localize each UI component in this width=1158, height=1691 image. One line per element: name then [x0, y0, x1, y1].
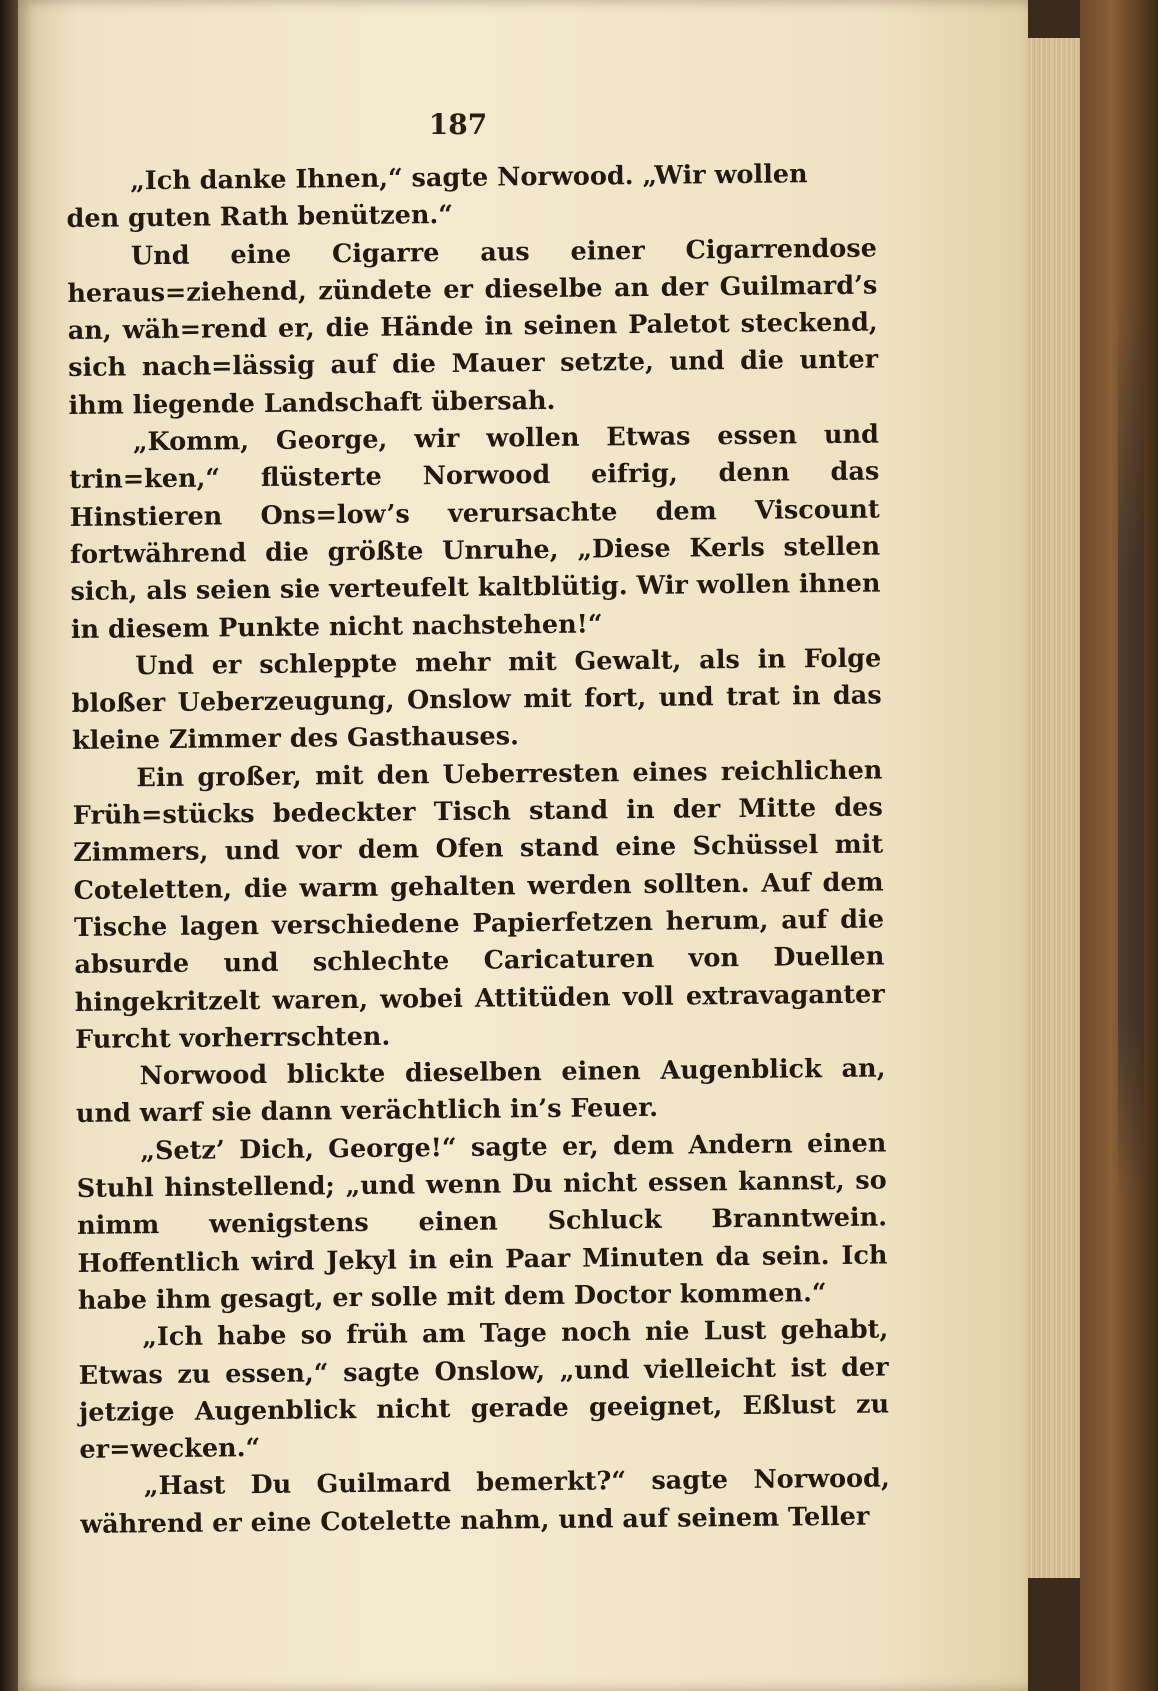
page-text — [66, 156, 890, 1544]
cover-wear — [1118, 300, 1144, 1200]
book-page — [18, 0, 1028, 1691]
paragraph: „Komm, George, wir wollen Etwas essen und trin=ken,“ flüsterte Norwood eifrig, denn das Hinstieren Ons=low’s verursachte dem Viscount fortwährend die größte Unruhe, „Diese Kerls stellen sich, als seien sie verteufelt kaltblütig. Wir wollen ihnen in diesem Punkte nicht nachstehen!“ — [69, 419, 881, 645]
paragraph: „Setz’ Dich, George!“ sagte er, dem Andern einen Stuhl hinstellend; „und wenn Du nicht essen kannst, so nimm wenigstens einen Schluck Branntwein. Hoffentlich wird Jekyl in ein Paar Minuten da sein. Ich habe ihm gesagt, er solle mit dem Doctor kommen.“ — [76, 1128, 888, 1316]
paragraph: „Hast Du Guilmard bemerkt?“ sagte Norwood, während er eine Cotelette nahm, und auf seinem Teller — [80, 1463, 890, 1540]
paragraph: Ein großer, mit den Ueberresten eines reichlichen Früh=stücks bedeckter Tisch stand in der Mitte des Zimmers, und vor dem Ofen stand eine Schüssel mit Coteletten, die warm gehalten werden sollten. Auf dem Tische lagen verschiedene Papierfetzen herum, auf die absurde und schlechte Caricaturen von Duellen hingekritzelt waren, wobei Attitüden voll extravaganter Furcht vorherrschten. — [72, 755, 885, 1055]
paragraph: „Ich habe so früh am Tage noch nie Lust gehabt, Etwas zu essen,“ sagte Onslow, „und vielleicht ist der jetzige Augenblick nicht gerade geeignet, Eßlust zu er=wecken.“ — [78, 1314, 890, 1466]
paragraph: „Ich danke Ihnen,“ sagte Norwood. „Wir wollen — [130, 159, 808, 197]
paragraph: den guten Rath benützen.“ — [66, 200, 454, 235]
paragraph: Norwood blickte dieselben einen Augenblick an, und warf sie dann verächtlich in’s Feuer. — [75, 1053, 886, 1130]
paragraph: Und er schleppte mehr mit Gewalt, als in Folge bloßer Ueberzeugung, Onslow mit fort, und trat in das kleine Zimmer des Gasthauses. — [71, 643, 882, 757]
paragraph: Und eine Cigarre aus einer Cigarrendose heraus=ziehend, zündete er dieselbe an der Guilmard’s an, wäh=rend er, die Hände in seinen Paletot steckend, sich nach=lässig auf die Mauer setzte, und die unter ihm liegende Landschaft übersah. — [67, 233, 879, 421]
page-number: 187 — [428, 108, 488, 141]
